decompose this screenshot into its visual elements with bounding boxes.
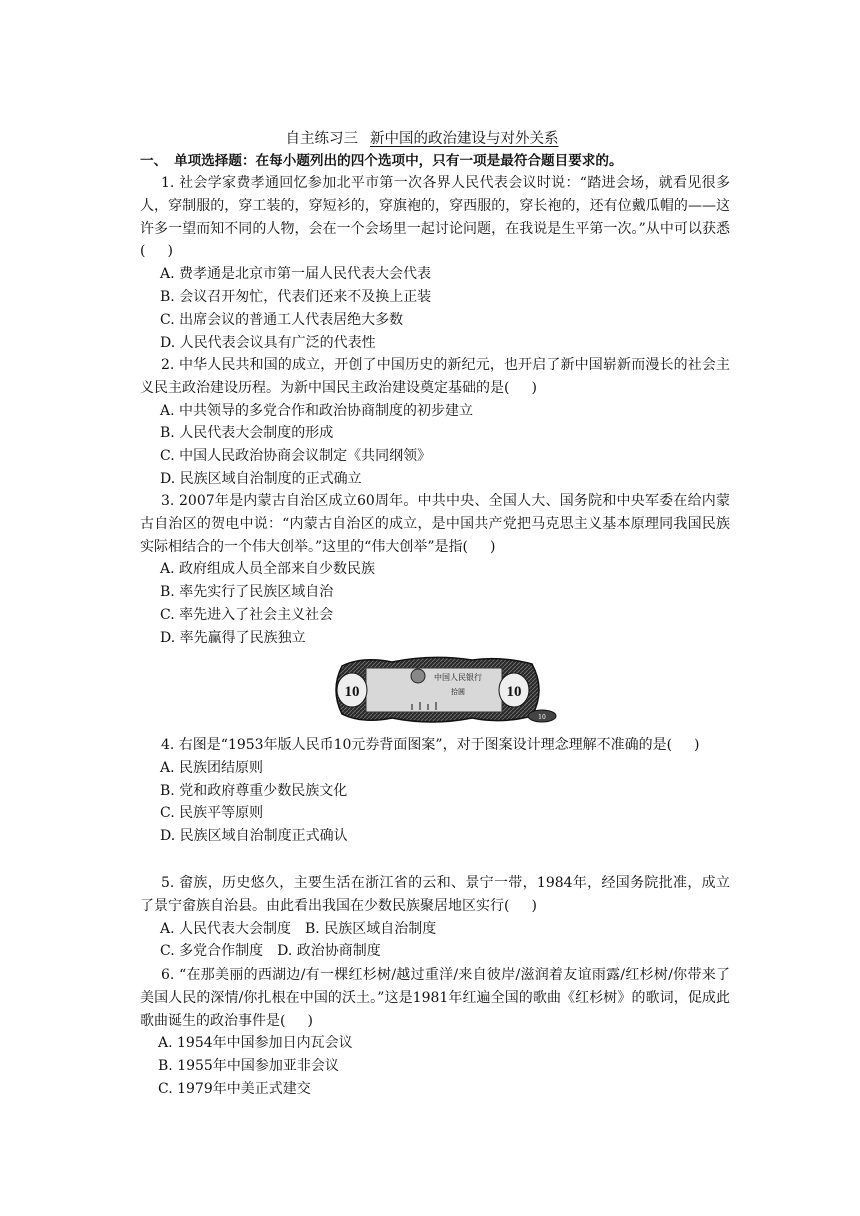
option-c: C. 率先进入了社会主义社会 <box>160 606 334 623</box>
option-c: C. 出席会议的普通工人代表居绝大多数 <box>160 311 404 328</box>
question-stem: 2. 中华人民共和国的成立，开创了中国历史的新纪元，也开启了新中国崭新而漫长的社会主义民主政治建设历程。为新中国民主政治建设奠定基础的是( ) <box>140 357 730 396</box>
question-5 <box>140 872 730 963</box>
question-stem: 4. 右图是“1953年版人民币10元券背面图案”，对于图案设计理念理解不准确的是( ) <box>161 737 700 753</box>
option-a: A. 费孝通是北京市第一届人民代表大会代表 <box>160 266 432 283</box>
option-row-ab: A. 人民代表大会制度 B. 民族区域自治制度 <box>160 920 437 937</box>
option-a: A. 1954年中国参加日内瓦会议 <box>158 1035 353 1052</box>
option-a: A. 政府组成人员全部来自少数民族 <box>160 561 376 578</box>
option-d: D. 率先赢得了民族独立 <box>160 629 306 646</box>
option-row-cd: C. 多党合作制度 D. 政治协商制度 <box>160 943 381 960</box>
question-1 <box>140 172 730 354</box>
question-4 <box>140 734 730 848</box>
denomination-small: 10 <box>538 714 546 721</box>
question-stem: 5. 畲族，历史悠久，主要生活在浙江省的云和、景宁一带，1984年，经国务院批准，成立了景宁畲族自治县。由此看出我国在少数民族聚居地区实行( ) <box>140 875 730 914</box>
option-b: B. 人民代表大会制度的形成 <box>160 425 334 442</box>
national-emblem-icon <box>411 669 425 683</box>
option-b: B. 党和政府尊重少数民族文化 <box>160 782 348 799</box>
denomination-left: 10 <box>344 684 360 700</box>
title-main: 自主练习三 <box>285 131 358 147</box>
question-stem: 1. 社会学家费孝通回忆参加北平市第一次各界人民代表会议时说：“踏进会场，就看见很多人，穿制服的，穿工装的，穿短衫的，穿旗袍的，穿西服的，穿长袍的，还有位戴瓜帽的——这许多一望而知不同的人物，会在一个会场里一起讨论问题，在我说是生平第一次。”从中可以获悉( ) <box>140 175 730 260</box>
option-c: C. 民族平等原则 <box>160 805 264 822</box>
option-b: B. 1955年中国参加亚非会议 <box>158 1058 339 1075</box>
option-a: A. 民族团结原则 <box>160 759 264 776</box>
question-3 <box>140 490 730 650</box>
question-2 <box>140 354 730 491</box>
option-b: B. 率先实行了民族区域自治 <box>160 584 334 601</box>
option-a: A. 中共领导的多党合作和政治协商制度的初步建立 <box>160 402 474 419</box>
question-6 <box>140 964 730 1101</box>
option-b: B. 会议召开匆忙，代表们还来不及换上正装 <box>160 288 432 305</box>
banknote-label: 拾圆 <box>451 688 465 696</box>
question-stem: 3. 2007年是内蒙古自治区成立60周年。中共中央、全国人大、国务院和中央军委在给内蒙古自治区的贺电中说：“内蒙古自治区的成立，是中国共产党把马克思主义基本原理同我国民族实际相结合的一个伟大创举。”这里的“伟大创举”是指( ) <box>140 493 730 555</box>
title-subtitle: 新中国的政治建设与对外关系 <box>370 131 559 147</box>
question-stem: 6. “在那美丽的西湖边/有一棵红杉树/越过重洋/来自彼岸/滋润着友谊雨露/红杉树/你带来了美国人民的深情/你扎根在中国的沃土。”这是1981年红遍全国的歌曲《红杉树》的歌词，促成此歌曲诞生的政治事件是( ) <box>140 967 730 1029</box>
option-d: D. 民族区域自治制度的正式确立 <box>160 470 362 487</box>
option-c: C. 中国人民政治协商会议制定《共同纲领》 <box>160 448 432 465</box>
option-d: D. 民族区域自治制度正式确认 <box>160 828 348 845</box>
section-heading: 一、 单项选择题：在每小题列出的四个选项中，只有一项是最符合题目要求的。 <box>140 153 623 169</box>
banknote-bank-name: 中国人民银行 <box>434 673 482 682</box>
option-c: C. 1979年中美正式建交 <box>158 1080 311 1097</box>
denomination-right: 10 <box>506 684 522 700</box>
page-title <box>0 128 860 150</box>
option-d: D. 人民代表会议具有广泛的代表性 <box>160 334 376 351</box>
banknote-image <box>332 654 560 726</box>
